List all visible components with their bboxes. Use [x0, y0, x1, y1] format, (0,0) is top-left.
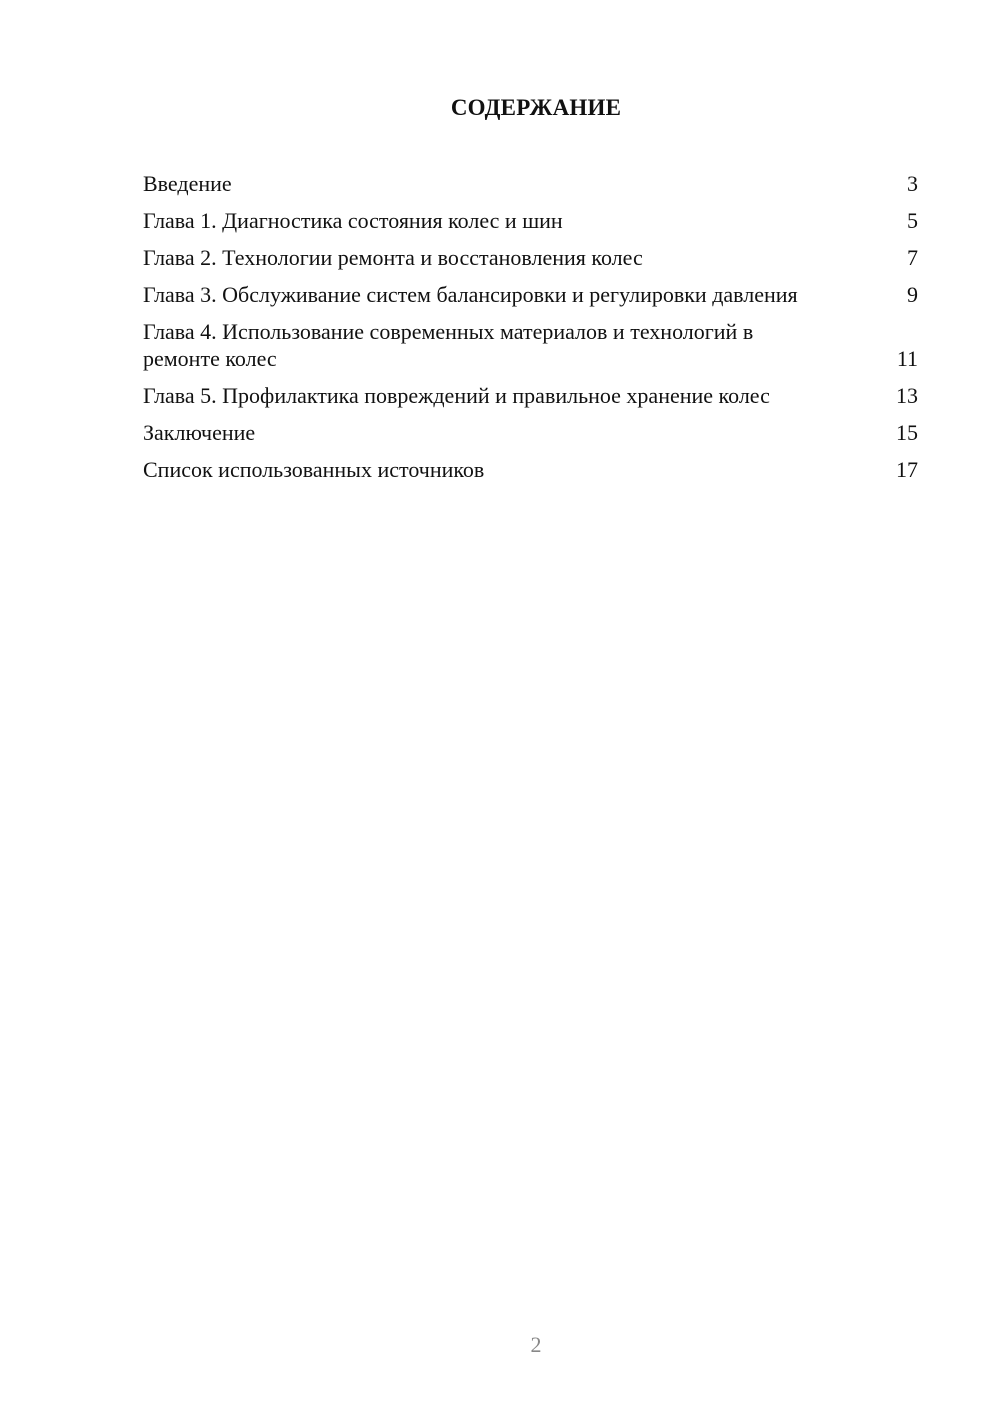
table-of-contents: [143, 170, 918, 493]
toc-entry-label: Глава 3. Обслуживание систем балансировки и регулировки давления: [143, 282, 798, 307]
toc-entry-page: 17: [896, 457, 918, 482]
toc-entry-chapter-4: [143, 318, 918, 372]
toc-entry-page: 7: [907, 245, 918, 270]
toc-entry-chapter-1: [143, 207, 918, 234]
toc-entry-chapter-3: [143, 281, 918, 308]
page-title: СОДЕРЖАНИЕ: [450, 95, 622, 120]
toc-entry-page: 3: [907, 171, 918, 196]
toc-entry-label: Введение: [143, 171, 232, 196]
toc-entry-label: Глава 2. Технологии ремонта и восстановления колес: [143, 245, 643, 270]
toc-entry-label: Глава 1. Диагностика состояния колес и шин: [143, 208, 563, 233]
toc-entry-label: Глава 5. Профилактика повреждений и правильное хранение колес: [143, 383, 770, 408]
toc-entry-conclusion: [143, 419, 918, 446]
toc-entry-page: 5: [907, 208, 918, 233]
toc-entry-page: 13: [896, 383, 918, 408]
toc-entry-page: 15: [896, 420, 918, 445]
toc-entry-page: 9: [907, 282, 918, 307]
toc-entry-chapter-2: [143, 244, 918, 271]
page-number: 2: [530, 1332, 542, 1357]
toc-entry-label: Заключение: [143, 420, 256, 445]
toc-entry-page: 11: [896, 346, 918, 371]
toc-entry-chapter-5: [143, 382, 918, 409]
toc-entry-label: Список использованных источников: [143, 457, 485, 482]
toc-entry-introduction: [143, 170, 918, 197]
toc-entry-references: [143, 456, 918, 483]
toc-entry-label: Глава 4. Использование современных материалов и технологий в ремонте колес: [143, 319, 754, 371]
